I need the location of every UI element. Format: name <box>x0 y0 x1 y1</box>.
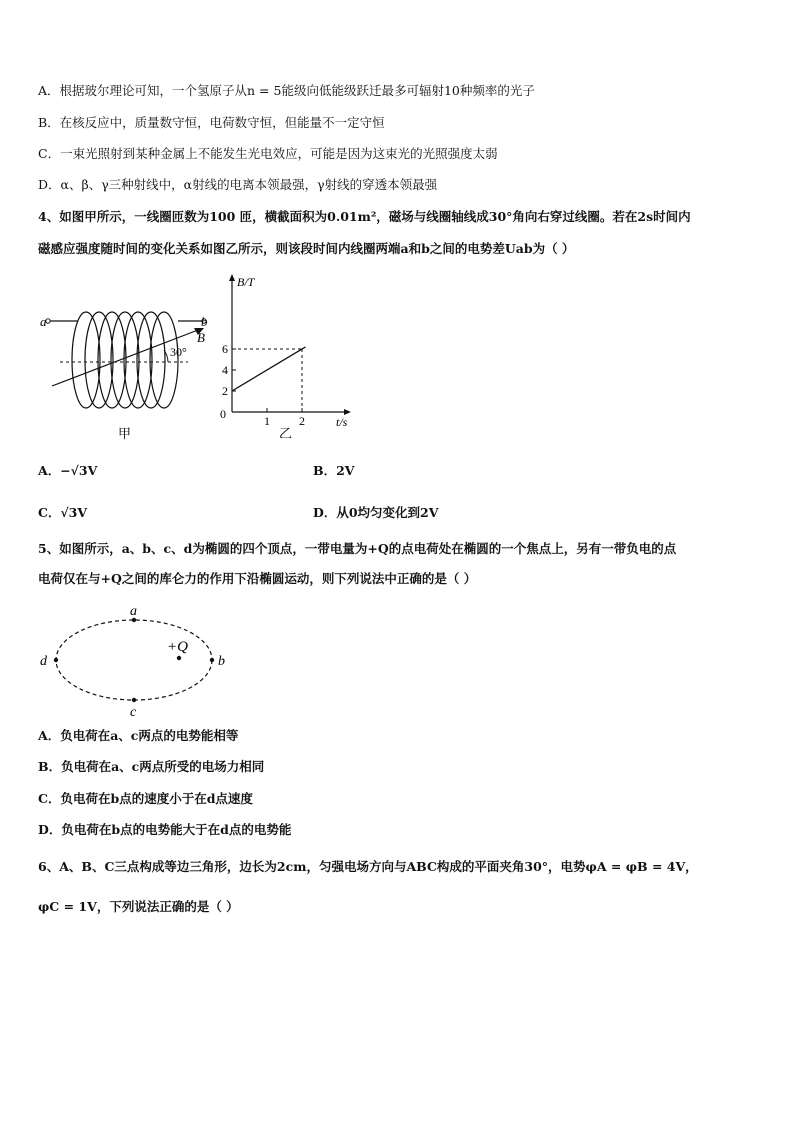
coil-angle-label: 30° <box>170 345 187 359</box>
label-c: c <box>130 705 137 718</box>
ellipse-orbit <box>56 620 212 700</box>
q5-option-d: D．负电荷在b点的电势能大于在d点的电势能 <box>38 822 292 837</box>
label-b: b <box>218 654 225 669</box>
q5-option-b: B．负电荷在a、c两点所受的电场力相同 <box>38 759 265 774</box>
q6-stem-line1: 6、A、B、C三点构成等边三角形，边长为2cm，匀强电场方向与ABC构成的平面夹角30°，电势φA = φB = 4V， <box>38 859 698 874</box>
q3-option-b: B．在核反应中，质量数守恒，电荷数守恒，但能量不一定守恒 <box>38 115 385 130</box>
q4-stem-line2: 磁感应强度随时间的变化关系如图乙所示，则该段时间内线圈两端a和b之间的电势差Uab为（ ） <box>38 241 575 256</box>
q6-stem-line2: φC = 1V，下列说法正确的是（ ） <box>38 899 239 914</box>
q3-option-d: D．α、β、γ三种射线中，α射线的电离本领最强，γ射线的穿透本领最强 <box>38 177 438 192</box>
q4-option-d: D．从0均匀变化到2V <box>313 505 439 520</box>
graph-xlabel: t/s <box>336 415 348 429</box>
q4-option-c: C．√3V <box>38 505 88 520</box>
graph-origin: 0 <box>220 407 226 421</box>
vertex-d <box>54 658 58 662</box>
y-axis-arrowhead <box>229 274 235 281</box>
coil-figure <box>38 300 218 440</box>
vertex-b <box>210 658 214 662</box>
q4-option-a: A．−√3V <box>38 463 98 478</box>
coil-label-a: a <box>40 314 47 329</box>
x-tick-label: 2 <box>299 414 305 428</box>
coil-label-B: B <box>197 330 205 345</box>
label-Q: +Q <box>167 639 188 655</box>
coil-label-b: b <box>201 314 208 329</box>
label-a: a <box>130 604 137 619</box>
data-line-series <box>232 347 306 391</box>
q5-stem-line1: 5、如图所示，a、b、c、d为椭圆的四个顶点，一带电量为+Q的点电荷处在椭圆的一个焦点上，另有一带负电的点 <box>38 541 677 556</box>
label-d: d <box>40 654 47 669</box>
bt-graph <box>215 272 355 438</box>
y-tick-label: 4 <box>222 363 228 377</box>
q4-stem-line1: 4、如图甲所示，一线圈匝数为100 匝，横截面积为0.01m²，磁场与线圈轴线成30°角向右穿过线圈。若在2s时间内 <box>38 209 691 224</box>
q5-option-c: C．负电荷在b点的速度小于在d点速度 <box>38 791 253 806</box>
y-tick-label: 2 <box>222 384 228 398</box>
vertex-c <box>132 698 136 702</box>
q3-option-a: A．根据玻尔理论可知，一个氢原子从n = 5能级向低能级跃迁最多可辐射10种频率的光子 <box>38 83 535 98</box>
y-tick-label: 6 <box>222 342 228 356</box>
graph-ylabel: B/T <box>237 275 255 289</box>
q5-option-a: A．负电荷在a、c两点的电势能相等 <box>38 728 239 743</box>
coil-loops <box>72 312 178 408</box>
charge-Q <box>177 656 181 660</box>
ellipse-figure <box>36 600 236 718</box>
coil-caption: 甲 <box>118 426 132 440</box>
q3-option-c: C．一束光照射到某种金属上不能发生光电效应，可能是因为这束光的光照强度太弱 <box>38 146 498 161</box>
graph-caption: 乙 <box>279 426 293 438</box>
x-tick-label: 1 <box>264 414 270 428</box>
q5-stem-line2: 电荷仅在与+Q之间的库仑力的作用下沿椭圆运动，则下列说法中正确的是（ ） <box>38 571 477 586</box>
q4-option-b: B．2V <box>313 463 355 478</box>
